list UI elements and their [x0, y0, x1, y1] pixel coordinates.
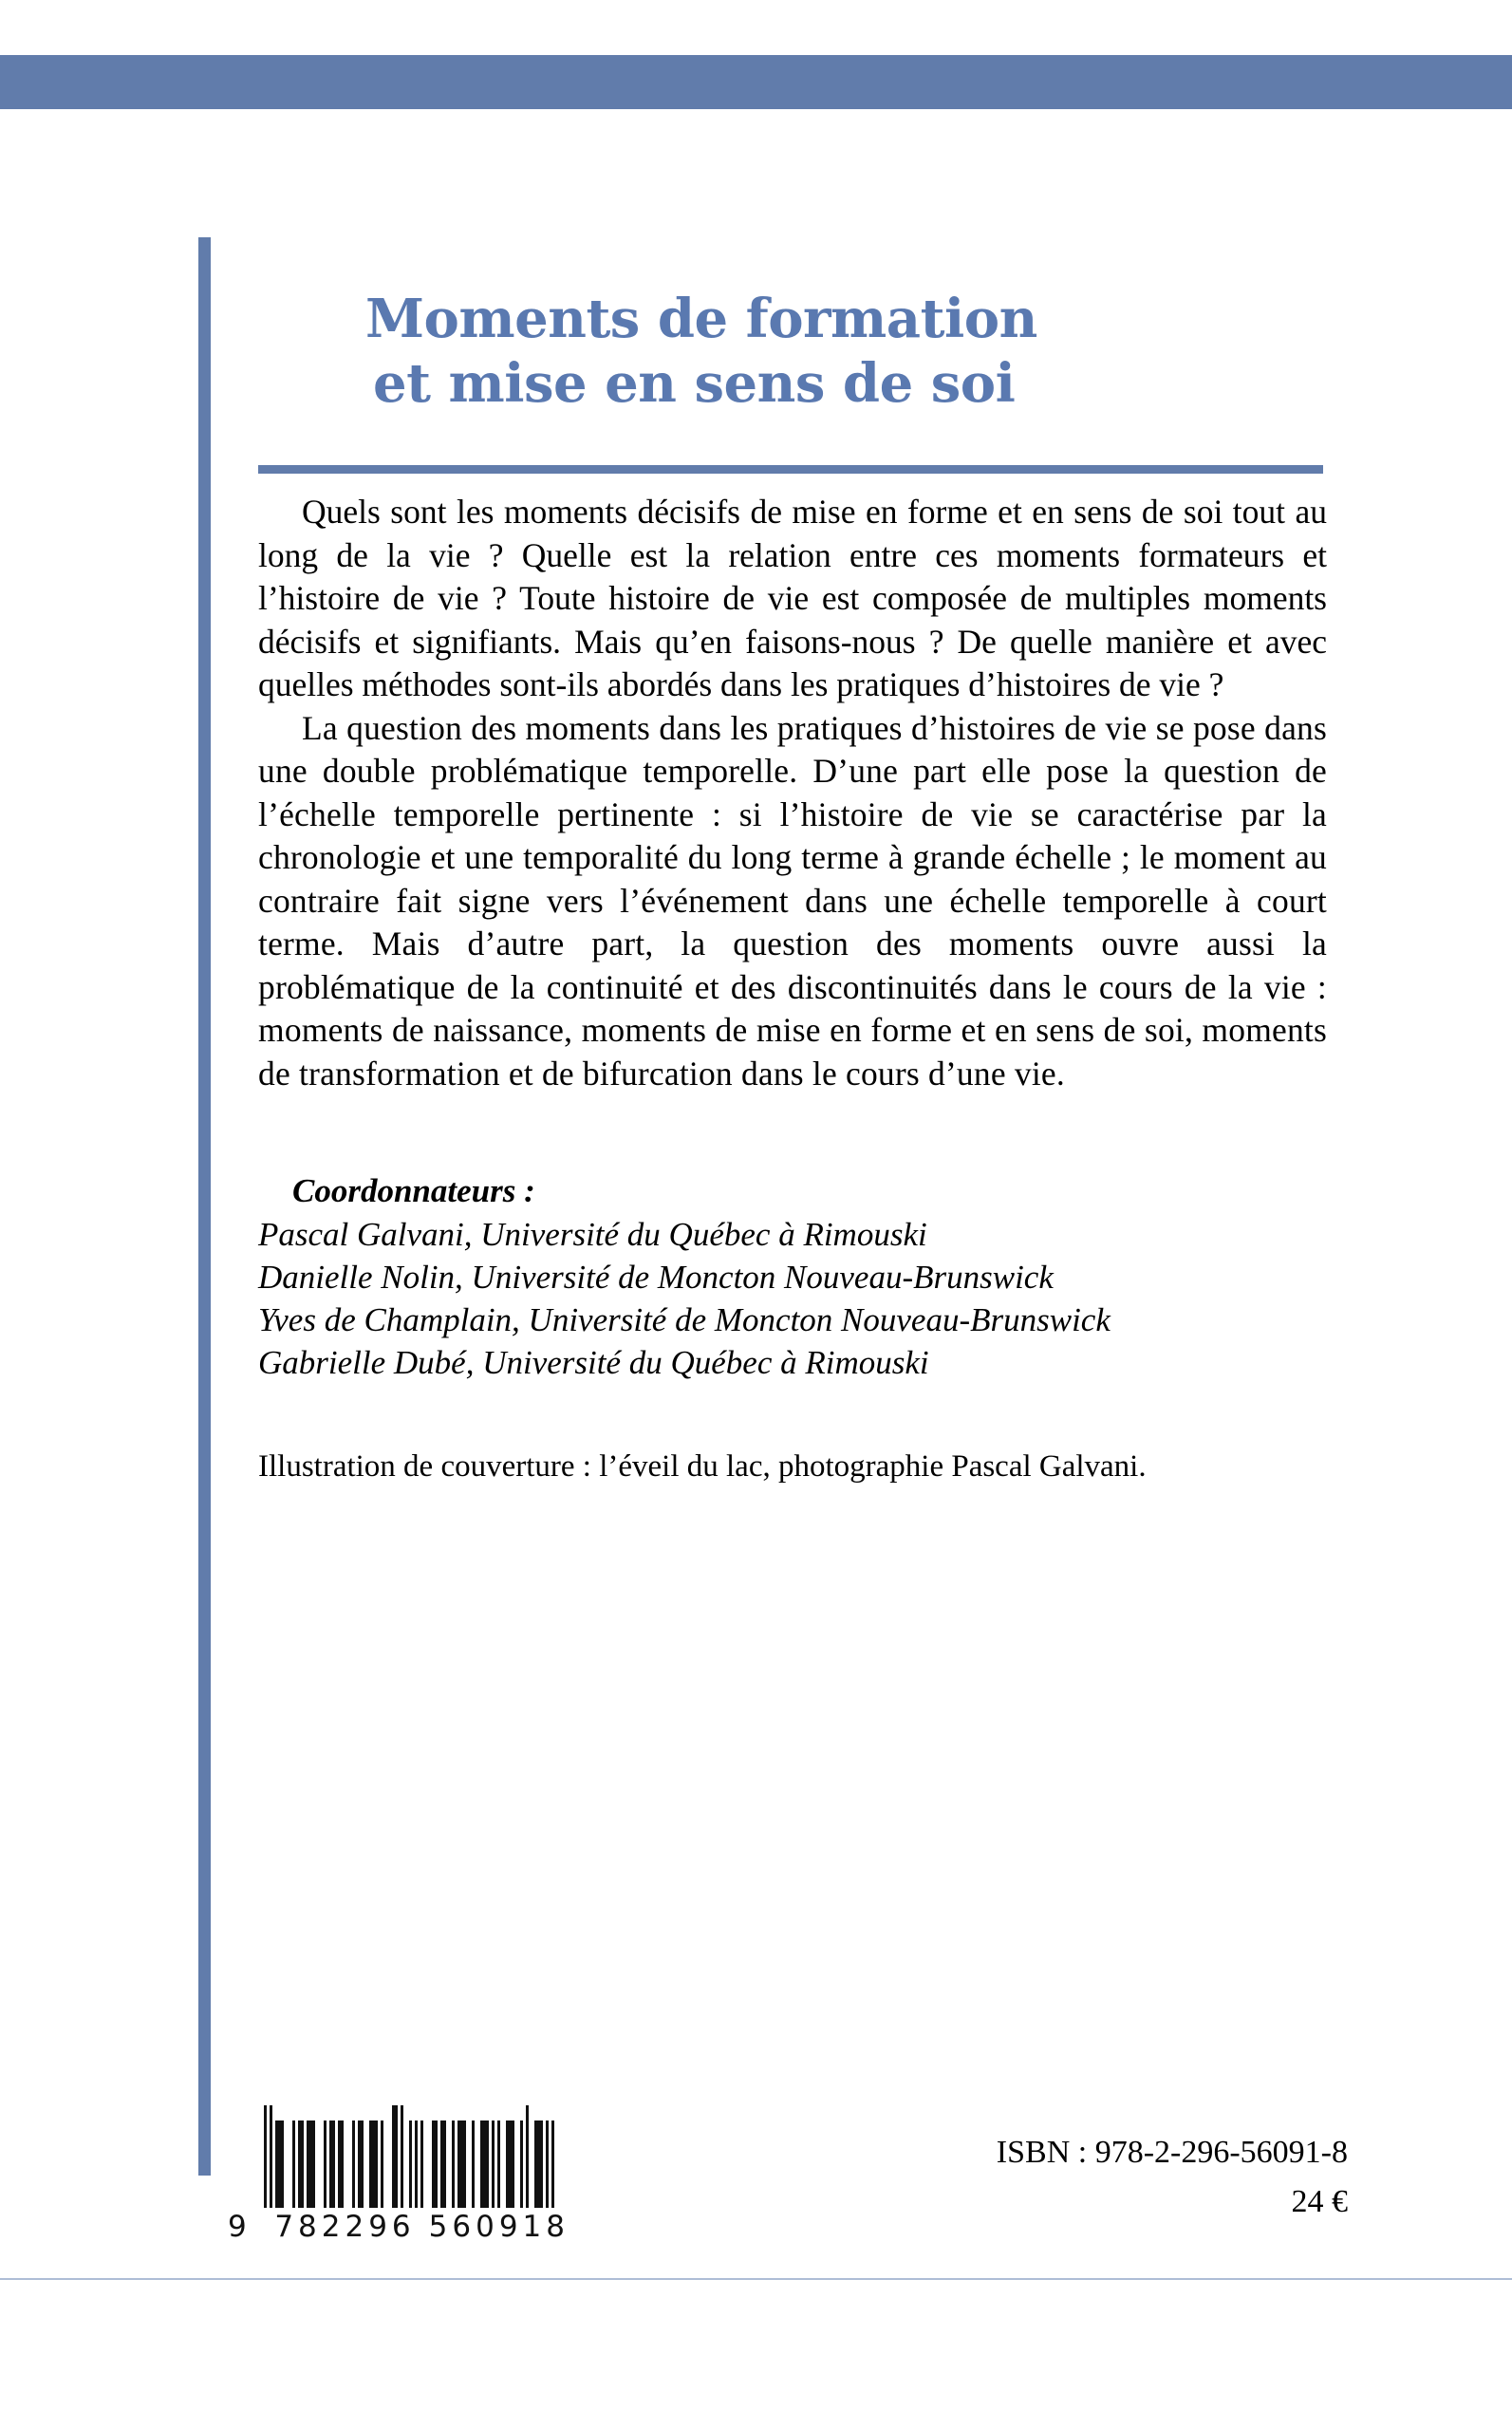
barcode-left-digits: 782296	[274, 2210, 416, 2244]
coordinators-block	[258, 1169, 1327, 1384]
blurb-text	[258, 491, 1327, 1095]
blurb-paragraph-2: La question des moments dans les pratiques d’histoires de vie se pose dans une double problématique temporelle. D’une part elle pose la question de l’échelle temporelle pertinente : si l’histoire de vie se caractérise par la chronologie et une temporalité du long terme à grande échelle ; le moment au contraire fait signe vers l’événement dans une échelle temporelle à court terme. Mais d’autre part, la question des moments ouvre aussi la problématique de la continuité et des discontinuités dans le cours de la vie : moments de naissance, moments de mise en forme et en sens de soi, moments de transformation et de bifurcation dans le cours d’une vie.	[258, 708, 1327, 1093]
coordinator-item: Yves de Champlain, Université de Moncton Nouveau-Brunswick	[258, 1301, 1111, 1338]
isbn-block	[997, 2128, 1348, 2227]
title-divider-rule	[258, 465, 1323, 474]
coordinator-item: Pascal Galvani, Université du Québec à Rimouski	[258, 1216, 927, 1253]
barcode-bars	[264, 2105, 569, 2208]
book-title	[228, 237, 1348, 416]
title-line-2: et mise en sens de soi	[373, 352, 1016, 415]
barcode-digits	[228, 2210, 569, 2244]
blurb-paragraph-1: Quels sont les moments décisifs de mise en forme et en sens de soi tout au long de la vie ? Quelle est la relation entre ces moments formateurs et l’histoire de vie ? Toute histoire de vie est composée de multiples moments décisifs et signifiants. Mais qu’en faisons-nous ? De quelle manière et avec quelles méthodes sont-ils abordés dans les pratiques d’histoires de vie ?	[258, 493, 1327, 703]
barcode-lead-digit: 9	[228, 2210, 248, 2244]
coordinator-item: Gabrielle Dubé, Université du Québec à Rimouski	[258, 1344, 929, 1381]
bottom-hairline	[0, 2278, 1512, 2280]
title-line-1: Moments de formation	[365, 288, 1037, 350]
price-value: 24 €	[1291, 2184, 1348, 2219]
coordinator-item: Danielle Nolin, Université de Moncton Nouveau-Brunswick	[258, 1259, 1054, 1296]
cover-illustration-credit: Illustration de couverture : l’éveil du lac, photographie Pascal Galvani.	[258, 1449, 1147, 1484]
top-blue-band	[0, 55, 1512, 109]
back-cover-footer	[228, 2105, 1348, 2257]
barcode-right-digits: 560918	[428, 2210, 569, 2244]
coordinators-heading: Coordonnateurs :	[292, 1172, 535, 1209]
barcode	[228, 2105, 569, 2244]
isbn-value: ISBN : 978-2-296-56091-8	[996, 2135, 1348, 2170]
left-vertical-rule	[198, 237, 211, 2176]
back-cover-content	[228, 237, 1348, 1486]
